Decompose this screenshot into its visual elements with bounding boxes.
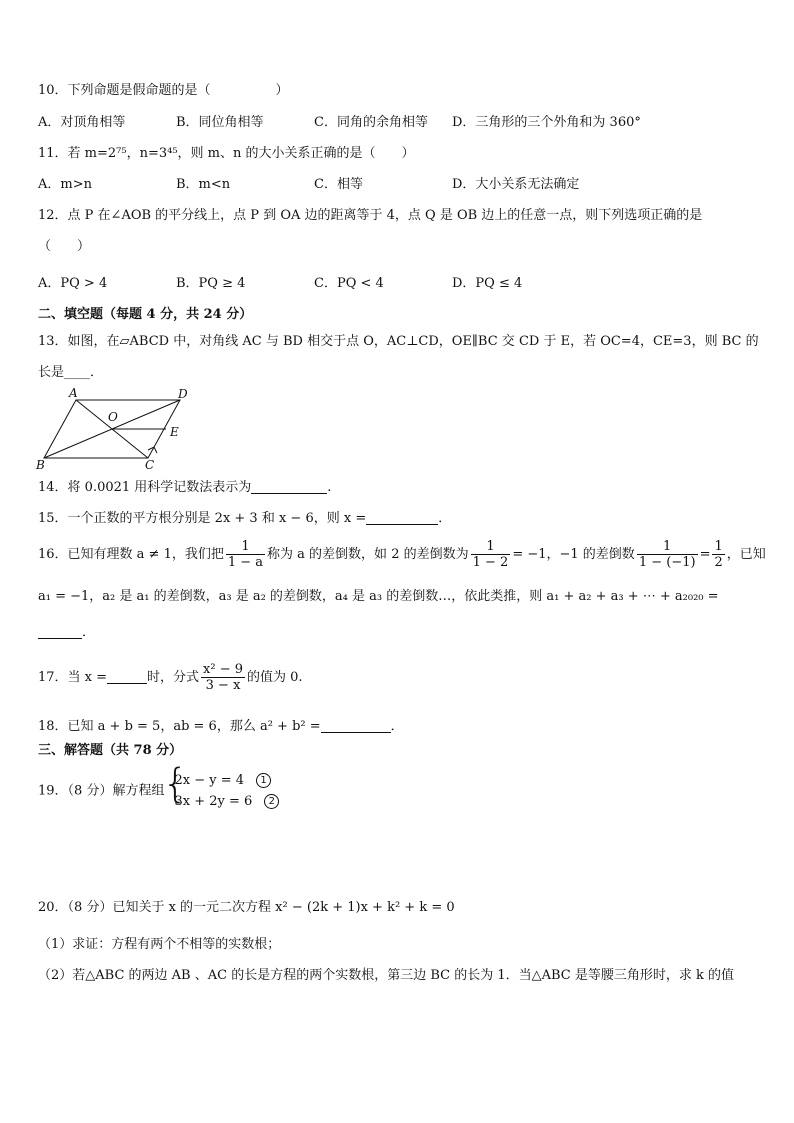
q17-text-3: 的值为 0. <box>247 670 303 685</box>
q19-marker-1: 1 <box>256 773 271 788</box>
q16-text-1: 16．已知有理数 a ≠ 1，我们把 <box>38 547 224 562</box>
q16-fraction-2-num: 1 <box>471 539 511 555</box>
q16-text-5: ，已知 <box>726 547 766 562</box>
q19-equation-2-text: 3x + 2y = 6 <box>174 794 253 809</box>
q10-option-a: A．对顶角相等 <box>38 115 126 130</box>
q17-fraction <box>201 662 245 693</box>
q19-marker-2: 2 <box>264 794 279 809</box>
q18-stem: 18．已知 a + b = 5，ab = 6，那么 a² + b² = <box>38 719 321 734</box>
q16-fraction-3-num: 1 <box>637 539 698 555</box>
q16-fraction-4-num: 1 <box>714 539 723 554</box>
q18-answer-blank <box>321 718 391 733</box>
q15-line <box>38 510 451 528</box>
q20-subquestion-2: （2）若△ABC 的两边 AB 、AC 的长是方程的两个实数根，第三边 BC 的长为 1．当△ABC 是等腰三角形时，求 k 的值 <box>38 968 735 983</box>
q12-option-c: C．PQ < 4 <box>314 276 384 291</box>
label-b: B <box>36 458 45 470</box>
q19-equation-1 <box>174 770 279 791</box>
q16-fraction-3-den: 1 − (−1) <box>638 555 696 570</box>
q15-answer-blank <box>366 510 438 525</box>
label-o: O <box>108 410 118 424</box>
q10-option-d: D．三角形的三个外角和为 360° <box>452 115 641 130</box>
q11-option-a: A．m>n <box>38 177 92 192</box>
q19-stem: 19．（8 分）解方程组 <box>38 783 165 799</box>
q20-stem: 20．（8 分）已知关于 x 的一元二次方程 x² − (2k + 1)x + k² + k = 0 <box>38 900 455 915</box>
q18-end: ． <box>390 719 404 734</box>
label-e: E <box>170 425 179 439</box>
q19-line <box>38 761 279 813</box>
q16-fraction-4 <box>712 539 724 570</box>
q15-stem: 15．一个正数的平方根分别是 2x + 3 和 x − 6，则 x = <box>38 511 367 526</box>
q12-option-b: B．PQ ≥ 4 <box>176 276 246 291</box>
q20-subquestion-1: （1）求证：方程有两个不相等的实数根； <box>38 937 281 952</box>
q16-fraction-3 <box>637 539 698 570</box>
q12-option-d: D．PQ ≤ 4 <box>452 276 523 291</box>
q16-fraction-1-den: 1 − a <box>227 555 264 570</box>
q19-equation-2 <box>174 791 279 812</box>
q16-fraction-2-den: 1 − 2 <box>472 555 509 570</box>
q16-line-3 <box>38 624 95 642</box>
q16-answer-blank <box>38 624 82 639</box>
q15-end: ． <box>438 511 452 526</box>
q13-stem: 13．如图，在▱ABCD 中，对角线 AC 与 BD 相交于点 O，AC⊥CD，OE∥BC 交 CD 于 E，若 OC=4，CE=3，则 BC 的 <box>38 334 759 349</box>
section-2-heading: 二、填空题（每题 4 分，共 24 分） <box>38 307 253 322</box>
q14-stem: 14．将 0.0021 用科学记数法表示为 <box>38 480 252 495</box>
q19-brace: { <box>162 761 188 807</box>
q16-end: ． <box>82 625 96 640</box>
q10-stem: 10．下列命题是假命题的是（ ） <box>38 83 289 98</box>
q17-fraction-den: 3 − x <box>205 678 241 693</box>
q17-line <box>38 660 303 696</box>
q13-parallelogram-figure <box>34 386 204 470</box>
q16-line-1 <box>38 538 766 572</box>
q16-text-4: = <box>699 547 711 562</box>
q12-stem: 12．点 P 在∠AOB 的平分线上，点 P 到 OA 边的距离等于 4，点 Q 是 OB 边上的任意一点，则下列选项正确的是 <box>38 208 703 223</box>
q16-fraction-1-num: 1 <box>226 539 265 555</box>
q16-fraction-1 <box>226 539 265 570</box>
q11-stem: 11．若 m=2⁷⁵，n=3⁴⁵，则 m、n 的大小关系正确的是（ ） <box>38 146 415 161</box>
q17-fraction-num: x² − 9 <box>203 662 244 677</box>
label-a: A <box>69 386 78 400</box>
q13-tail: 长是____． <box>38 365 104 380</box>
q16-fraction-2 <box>471 539 511 570</box>
q11-option-d: D．大小关系无法确定 <box>452 177 580 192</box>
q17-answer-blank <box>107 669 147 684</box>
q16-line-2: a₁ = −1，a₂ 是 a₁ 的差倒数，a₃ 是 a₂ 的差倒数，a₄ 是 a₃ 的差倒数…，依此类推，则 a₁ + a₂ + a₃ + ⋯ + a₂₀₂₀ = <box>38 589 719 604</box>
q12-option-a: A．PQ > 4 <box>38 276 108 291</box>
q14-end: . <box>327 480 332 495</box>
q12-paren: （ ） <box>38 239 91 254</box>
q17-text-2: 时，分式 <box>147 670 200 685</box>
q10-option-c: C．同角的余角相等 <box>314 115 428 130</box>
q14-line <box>38 479 331 497</box>
label-d: D <box>178 387 188 401</box>
q19-equation-1-text: 2x − y = 4 <box>174 773 244 788</box>
q14-answer-blank <box>251 479 327 494</box>
q16-text-3: = −1，−1 的差倒数 <box>512 547 635 562</box>
q11-option-b: B．m<n <box>176 177 231 192</box>
q11-option-c: C．相等 <box>314 177 363 192</box>
label-c: C <box>145 458 155 470</box>
q10-option-b: B．同位角相等 <box>176 115 264 130</box>
q17-text-1: 17．当 x = <box>38 670 108 685</box>
q16-fraction-4-den: 2 <box>714 555 723 570</box>
q16-text-2: 称为 a 的差倒数，如 2 的差倒数为 <box>267 547 469 562</box>
q19-equation-system <box>162 761 279 812</box>
q18-line <box>38 718 404 736</box>
section-3-heading: 三、解答题（共 78 分） <box>38 743 183 758</box>
